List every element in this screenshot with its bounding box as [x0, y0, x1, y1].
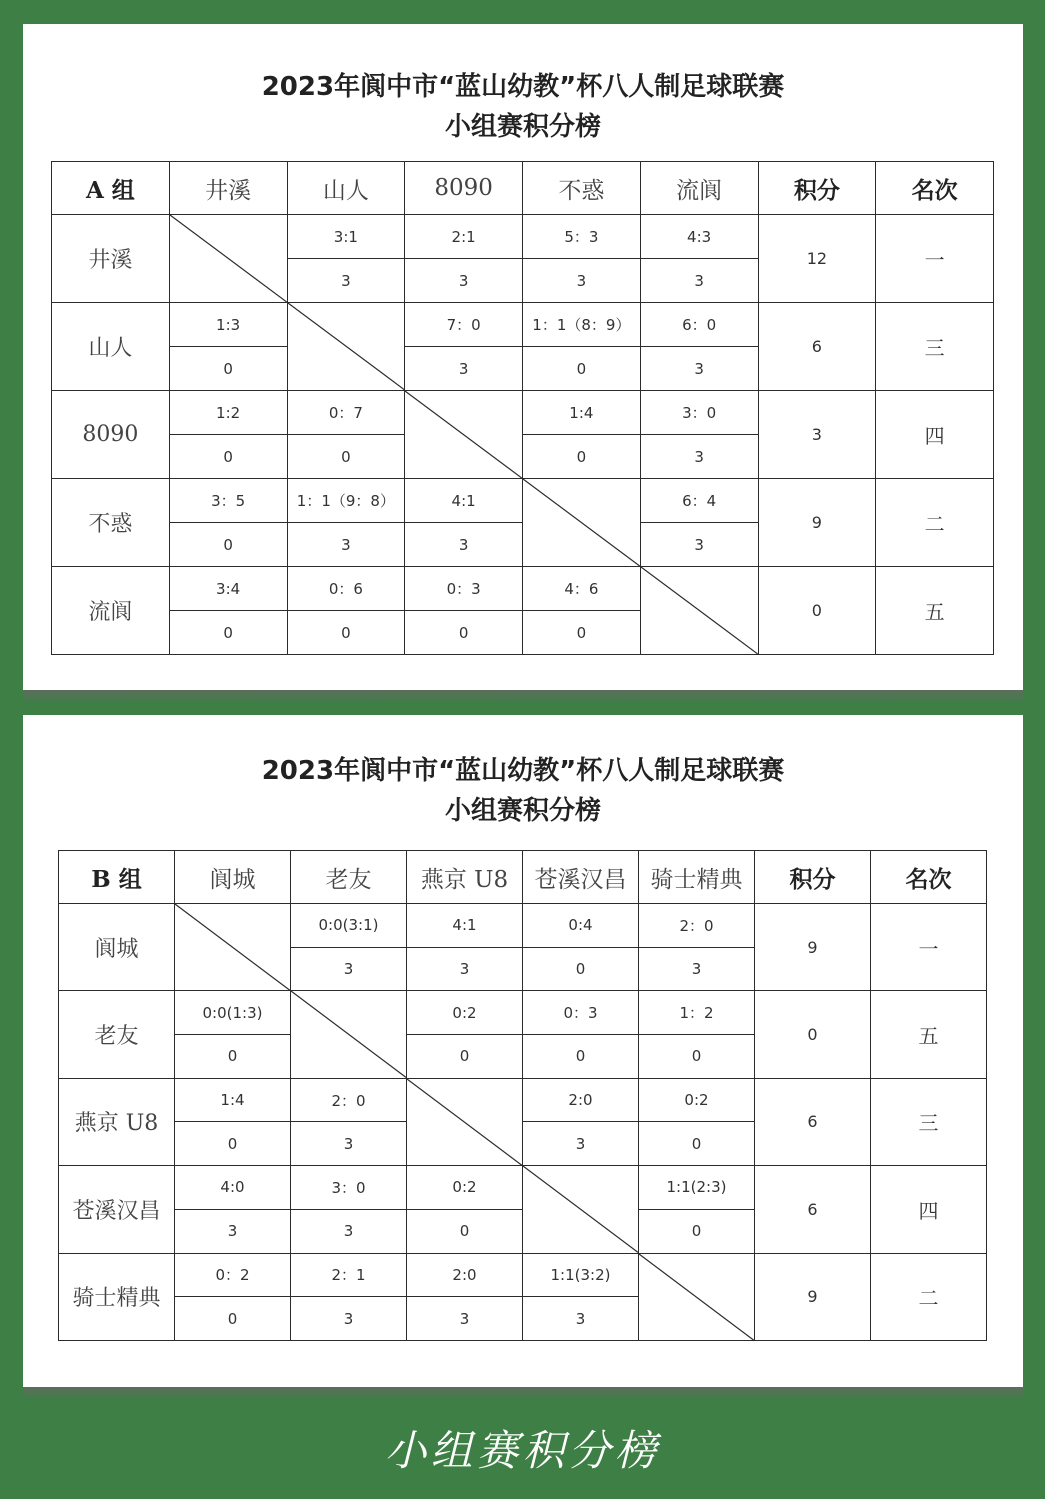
match-points: 0 — [523, 947, 639, 991]
match-score: 7：0 — [405, 303, 523, 347]
match-score: 0:2 — [639, 1078, 755, 1122]
match-score: 1:4 — [175, 1078, 291, 1122]
match-points: 0 — [523, 435, 641, 479]
match-score: 3:4 — [169, 567, 287, 611]
match-points: 3 — [291, 1209, 407, 1253]
diagonal-slash-cell — [523, 479, 641, 567]
match-points: 3 — [405, 259, 523, 303]
group-a-rank: 二 — [876, 479, 994, 567]
match-points: 3 — [640, 435, 758, 479]
footer-caption: 小组赛积分榜 — [384, 1426, 661, 1475]
group-b-rank-header: 名次 — [871, 851, 987, 904]
group-b-title — [23, 751, 1023, 831]
group-b-panel — [23, 715, 1023, 1387]
group-b-total-points: 6 — [755, 1166, 871, 1253]
group-a-header-row — [52, 162, 994, 215]
match-points: 0 — [523, 611, 641, 655]
group-b-standings-table — [58, 850, 987, 1341]
group-a-title-line1: 2023年阆中市“蓝山幼教”杯八人制足球联赛 — [261, 72, 785, 102]
match-score: 0：2 — [175, 1253, 291, 1297]
group-b-row-team: 老友 — [59, 991, 175, 1078]
match-points: 0 — [639, 1209, 755, 1253]
match-points: 3 — [407, 947, 523, 991]
match-score: 4:3 — [640, 215, 758, 259]
match-points: 3 — [287, 259, 405, 303]
diagonal-slash-cell — [291, 991, 407, 1078]
match-points: 3 — [291, 947, 407, 991]
match-points: 3 — [640, 347, 758, 391]
match-score: 0:0(1:3) — [175, 991, 291, 1035]
match-score: 3：5 — [169, 479, 287, 523]
match-points: 3 — [287, 523, 405, 567]
match-score: 1:1(2:3) — [639, 1166, 755, 1210]
group-a-table-row — [52, 567, 994, 611]
group-a-points-header: 积分 — [758, 162, 876, 215]
group-b-row-team: 阆城 — [59, 904, 175, 991]
group-a-title — [23, 67, 1023, 147]
match-score: 1：2 — [639, 991, 755, 1035]
group-b-total-points: 0 — [755, 991, 871, 1078]
match-points: 0 — [169, 611, 287, 655]
group-a-table-row — [52, 391, 994, 435]
diagonal-slash-cell — [169, 215, 287, 303]
match-score: 1:4 — [523, 391, 641, 435]
group-a-total-points: 9 — [758, 479, 876, 567]
match-points: 0 — [175, 1122, 291, 1166]
group-a-rank: 三 — [876, 303, 994, 391]
match-score: 0：7 — [287, 391, 405, 435]
match-score: 4:1 — [407, 904, 523, 948]
panel-shadow — [23, 690, 1023, 704]
match-score: 2:0 — [523, 1078, 639, 1122]
group-a-row-team: 井溪 — [52, 215, 170, 303]
diagonal-slash-cell — [640, 567, 758, 655]
group-a-column-team: 流阆 — [640, 162, 758, 215]
group-a-rank-header: 名次 — [876, 162, 994, 215]
group-b-points-header: 积分 — [755, 851, 871, 904]
group-b-row-team: 苍溪汉昌 — [59, 1166, 175, 1253]
group-a-column-team: 井溪 — [169, 162, 287, 215]
diagonal-slash-cell — [639, 1253, 755, 1340]
match-points: 0 — [175, 1035, 291, 1079]
match-score: 1:1(3:2) — [523, 1253, 639, 1297]
match-points: 3 — [407, 1297, 523, 1341]
group-b-table-row — [59, 991, 987, 1035]
match-score: 4:1 — [405, 479, 523, 523]
match-points: 0 — [169, 435, 287, 479]
group-b-column-team: 老友 — [291, 851, 407, 904]
diagonal-slash-cell — [523, 1166, 639, 1253]
match-points: 3 — [405, 523, 523, 567]
group-a-table-row — [52, 215, 994, 259]
group-b-total-points: 9 — [755, 904, 871, 991]
group-b-column-team: 燕京 U8 — [407, 851, 523, 904]
match-score: 1:3 — [169, 303, 287, 347]
match-score: 3：0 — [291, 1166, 407, 1210]
match-points: 3 — [639, 947, 755, 991]
group-b-rank: 四 — [871, 1166, 987, 1253]
match-points: 3 — [291, 1297, 407, 1341]
group-a-table-row — [52, 303, 994, 347]
match-points: 0 — [405, 611, 523, 655]
match-score: 3：0 — [640, 391, 758, 435]
group-b-corner-label: B 组 — [59, 851, 175, 904]
match-score: 5：3 — [523, 215, 641, 259]
match-points: 0 — [287, 611, 405, 655]
group-b-rank: 五 — [871, 991, 987, 1078]
match-score: 4:0 — [175, 1166, 291, 1210]
group-a-total-points: 3 — [758, 391, 876, 479]
match-points: 0 — [523, 1035, 639, 1079]
group-a-standings-table — [51, 161, 994, 655]
match-score: 4：6 — [523, 567, 641, 611]
group-b-rank: 一 — [871, 904, 987, 991]
group-b-column-team: 苍溪汉昌 — [523, 851, 639, 904]
match-score: 6：4 — [640, 479, 758, 523]
match-points: 0 — [169, 523, 287, 567]
match-points: 3 — [291, 1122, 407, 1166]
match-points: 3 — [175, 1209, 291, 1253]
match-points: 3 — [640, 259, 758, 303]
match-score: 1:2 — [169, 391, 287, 435]
match-score: 2:0 — [407, 1253, 523, 1297]
group-a-rank: 四 — [876, 391, 994, 479]
match-score: 2：1 — [291, 1253, 407, 1297]
match-score: 0：3 — [523, 991, 639, 1035]
group-a-row-team: 8090 — [52, 391, 170, 479]
group-a-column-team: 8090 — [405, 162, 523, 215]
group-b-table-row — [59, 904, 987, 948]
match-score: 0：3 — [405, 567, 523, 611]
group-a-rank: 五 — [876, 567, 994, 655]
match-score: 6：0 — [640, 303, 758, 347]
group-b-header-row — [59, 851, 987, 904]
match-points: 0 — [175, 1297, 291, 1341]
group-b-column-team: 阆城 — [175, 851, 291, 904]
group-a-row-team: 山人 — [52, 303, 170, 391]
match-points: 0 — [407, 1209, 523, 1253]
group-a-column-team: 山人 — [287, 162, 405, 215]
group-a-rank: 一 — [876, 215, 994, 303]
group-a-panel — [23, 24, 1023, 690]
match-points: 0 — [639, 1035, 755, 1079]
match-score: 0：6 — [287, 567, 405, 611]
group-b-total-points: 9 — [755, 1253, 871, 1340]
group-b-title-line2: 小组赛积分榜 — [444, 796, 601, 826]
match-points: 3 — [640, 523, 758, 567]
match-points: 0 — [407, 1035, 523, 1079]
match-score: 1：1（8：9） — [523, 303, 641, 347]
group-a-total-points: 0 — [758, 567, 876, 655]
group-b-rank: 三 — [871, 1078, 987, 1165]
group-b-table-row — [59, 1078, 987, 1122]
group-a-title-line2: 小组赛积分榜 — [444, 112, 601, 142]
diagonal-slash-cell — [405, 391, 523, 479]
match-score: 2：0 — [639, 904, 755, 948]
group-b-row-team: 燕京 U8 — [59, 1078, 175, 1165]
match-score: 2：0 — [291, 1078, 407, 1122]
match-score: 0:0(3:1) — [291, 904, 407, 948]
diagonal-slash-cell — [407, 1078, 523, 1165]
panel-shadow — [23, 1387, 1023, 1401]
match-points: 3 — [405, 347, 523, 391]
group-b-column-team: 骑士精典 — [639, 851, 755, 904]
group-a-corner-label: A 组 — [52, 162, 170, 215]
diagonal-slash-cell — [287, 303, 405, 391]
group-b-title-line1: 2023年阆中市“蓝山幼教”杯八人制足球联赛 — [261, 756, 785, 786]
match-points: 0 — [287, 435, 405, 479]
match-points: 0 — [639, 1122, 755, 1166]
group-a-total-points: 12 — [758, 215, 876, 303]
match-score: 2:1 — [405, 215, 523, 259]
group-b-table-row — [59, 1166, 987, 1210]
match-score: 0:2 — [407, 1166, 523, 1210]
group-a-row-team: 流阆 — [52, 567, 170, 655]
match-points: 3 — [523, 259, 641, 303]
group-b-table-row — [59, 1253, 987, 1297]
group-a-column-team: 不惑 — [523, 162, 641, 215]
group-a-row-team: 不惑 — [52, 479, 170, 567]
match-points: 0 — [523, 347, 641, 391]
match-score: 0:4 — [523, 904, 639, 948]
match-score: 1：1（9：8） — [287, 479, 405, 523]
match-points: 3 — [523, 1297, 639, 1341]
match-points: 3 — [523, 1122, 639, 1166]
match-score: 0:2 — [407, 991, 523, 1035]
diagonal-slash-cell — [175, 904, 291, 991]
group-a-total-points: 6 — [758, 303, 876, 391]
group-b-rank: 二 — [871, 1253, 987, 1340]
match-score: 3:1 — [287, 215, 405, 259]
group-b-total-points: 6 — [755, 1078, 871, 1165]
group-b-row-team: 骑士精典 — [59, 1253, 175, 1340]
group-a-table-row — [52, 479, 994, 523]
match-points: 0 — [169, 347, 287, 391]
